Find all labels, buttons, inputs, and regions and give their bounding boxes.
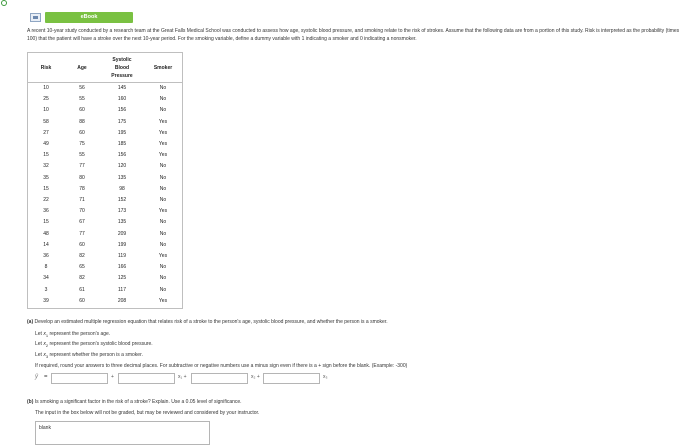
- cell-smoker: Yes: [158, 253, 168, 260]
- table-row: [28, 117, 182, 128]
- cell-systolic-bp: 175: [117, 118, 127, 125]
- let-x2-line: Let $x_2$ represent the person's systolic blood pressure.: [35, 341, 153, 348]
- cell-systolic-bp: 135: [117, 219, 127, 226]
- table-row: [28, 139, 182, 150]
- table-row: [28, 251, 182, 262]
- rounding-instructions: If required, round your answers to three decimal places. For subtractive or negative numbers use a minus sign even if there is a + sign before the blank. (Example: -300): [35, 363, 408, 369]
- table-row: [28, 273, 182, 284]
- table-row: [28, 217, 182, 228]
- part-b-note: The input in the box below will not be graded, but may be reviewed and considered by your instructor.: [35, 410, 260, 416]
- cell-risk: 36: [43, 253, 49, 260]
- table-row: [28, 262, 182, 273]
- cell-risk: 15: [43, 152, 49, 159]
- cell-risk: 10: [43, 107, 49, 114]
- x2-term-label: x₂ +: [251, 374, 260, 380]
- table-row: [28, 229, 182, 240]
- cell-smoker: No: [159, 163, 167, 170]
- cell-systolic-bp: 98: [119, 185, 125, 192]
- cell-systolic-bp: 117: [118, 286, 126, 293]
- cell-risk: 35: [43, 174, 49, 181]
- cell-systolic-bp: 185: [117, 141, 127, 148]
- part-b-question: Is smoking a significant factor in the risk of a stroke? Explain. Use a 0.05 level of significance.: [34, 399, 242, 405]
- cell-age: 88: [79, 118, 85, 125]
- y-hat-symbol: ŷ: [35, 374, 38, 380]
- cell-risk: 39: [43, 297, 49, 304]
- cell-risk: 15: [43, 185, 49, 192]
- cell-smoker: No: [159, 174, 167, 181]
- cell-smoker: Yes: [158, 118, 168, 125]
- cell-age: 65: [79, 264, 85, 271]
- cell-systolic-bp: 173: [117, 208, 127, 215]
- ebook-icon: [30, 13, 41, 22]
- cell-smoker: No: [159, 275, 167, 282]
- x3-term-label: x₃: [323, 374, 328, 380]
- cell-age: 55: [79, 96, 85, 103]
- cell-smoker: No: [159, 219, 167, 226]
- intercept-input[interactable]: [51, 373, 108, 384]
- top-bar: [0, 0, 700, 8]
- table-row: [28, 206, 182, 217]
- cell-age: 60: [79, 241, 85, 248]
- cell-smoker: No: [159, 264, 167, 271]
- status-indicator-icon: [1, 0, 7, 6]
- cell-age: 56: [79, 85, 85, 91]
- table-row: [28, 150, 182, 161]
- cell-risk: 25: [43, 96, 49, 103]
- table-row: [28, 285, 182, 296]
- plus-sign: +: [111, 374, 114, 380]
- cell-systolic-bp: 156: [117, 107, 127, 114]
- table-row: [28, 195, 182, 206]
- cell-systolic-bp: 120: [117, 163, 127, 170]
- cell-age: 71: [79, 197, 85, 204]
- cell-age: 67: [79, 219, 85, 226]
- cell-risk: 34: [43, 275, 49, 282]
- header-age: Age: [77, 64, 87, 71]
- cell-risk: 48: [43, 230, 49, 237]
- cell-age: 60: [79, 297, 85, 304]
- table-row: [28, 128, 182, 139]
- table-row: [28, 105, 182, 116]
- cell-smoker: No: [159, 197, 167, 204]
- cell-smoker: No: [159, 96, 167, 103]
- part-a-question: Develop an estimated multiple regression equation that relates risk of a stroke to the person's age, systolic blood pressure, and whether the person is a smoker.: [34, 319, 388, 325]
- equals-sign: =: [44, 374, 48, 380]
- table-row: [28, 161, 182, 172]
- x2-coefficient-input[interactable]: [191, 373, 248, 384]
- cell-smoker: No: [159, 286, 167, 293]
- cell-smoker: Yes: [158, 141, 168, 148]
- cell-systolic-bp: 145: [117, 85, 127, 91]
- cell-age: 60: [79, 107, 85, 114]
- x1-term-label: x₁ +: [178, 374, 187, 380]
- cell-risk: 14: [43, 241, 49, 248]
- cell-systolic-bp: 199: [117, 241, 127, 248]
- cell-risk: 36: [43, 208, 49, 215]
- header-risk: Risk: [40, 64, 52, 71]
- cell-age: 78: [79, 185, 85, 192]
- x1-coefficient-input[interactable]: [118, 373, 175, 384]
- part-a-label: (a): [27, 319, 34, 325]
- part-b-label: (b): [27, 399, 34, 405]
- cell-risk: 10: [43, 85, 49, 91]
- table-row: [28, 94, 182, 105]
- cell-systolic-bp: 209: [117, 230, 127, 237]
- cell-age: 80: [79, 174, 85, 181]
- cell-risk: 3: [44, 286, 48, 293]
- cell-smoker: Yes: [158, 152, 168, 159]
- cell-systolic-bp: 135: [117, 174, 127, 181]
- cell-risk: 22: [43, 197, 49, 204]
- smoking-significance-answer[interactable]: [35, 421, 210, 445]
- cell-risk: 58: [43, 118, 49, 125]
- header-systolic-blood-pressure: Systolic Blood Pressure: [111, 56, 133, 79]
- cell-smoker: No: [159, 107, 167, 114]
- cell-age: 77: [79, 163, 85, 170]
- table-row: [28, 240, 182, 251]
- table-row: [28, 83, 182, 95]
- cell-systolic-bp: 152: [117, 197, 127, 204]
- problem-intro: A recent 10-year study conducted by a research team at the Great Falls Medical School was conducted to assess how age, systolic blood pressure, and smoking relate to the risk of strokes. Assume that the following data are from a portion of this study. Risk is interpreted as the probability (times 100) that the patient will have a stroke over the next 10-year period. For the smoking variable, define a dummy variable with 1 indicating a smoker and 0 indicating a nonsmoker.: [27, 28, 680, 42]
- cell-smoker: No: [159, 241, 167, 248]
- cell-age: 82: [79, 275, 85, 282]
- cell-systolic-bp: 125: [117, 275, 127, 282]
- let-x1-line: Let $x_1$ represent the person's age.: [35, 331, 111, 338]
- table-row: [28, 296, 182, 307]
- cell-age: 60: [79, 129, 85, 136]
- data-table: [27, 52, 183, 309]
- cell-risk: 49: [43, 141, 49, 148]
- cell-age: 70: [79, 208, 85, 215]
- cell-age: 82: [79, 253, 85, 260]
- cell-risk: 32: [43, 163, 49, 170]
- regression-equation: [35, 373, 355, 385]
- cell-systolic-bp: 160: [117, 96, 127, 103]
- let-x3-line: Let $x_3$ represent whether the person is a smoker.: [35, 352, 143, 359]
- cell-smoker: Yes: [158, 297, 168, 304]
- cell-systolic-bp: 119: [118, 253, 126, 260]
- cell-smoker: No: [159, 85, 167, 91]
- cell-risk: 8: [44, 264, 48, 271]
- cell-systolic-bp: 208: [117, 297, 127, 304]
- cell-smoker: No: [159, 230, 167, 237]
- cell-age: 77: [79, 230, 85, 237]
- cell-systolic-bp: 166: [117, 264, 127, 271]
- ebook-button[interactable]: eBook: [45, 12, 133, 23]
- cell-smoker: No: [159, 185, 167, 192]
- cell-smoker: Yes: [158, 129, 168, 136]
- x3-coefficient-input[interactable]: [263, 373, 320, 384]
- cell-risk: 15: [43, 219, 49, 226]
- ebook-row: [30, 11, 133, 23]
- header-smoker: Smoker: [153, 64, 173, 71]
- cell-age: 61: [79, 286, 85, 293]
- cell-systolic-bp: 156: [117, 152, 127, 159]
- cell-risk: 27: [43, 129, 49, 136]
- table-row: [28, 173, 182, 184]
- cell-age: 55: [79, 152, 85, 159]
- cell-systolic-bp: 195: [117, 129, 127, 136]
- cell-age: 75: [79, 141, 85, 148]
- table-row: [28, 184, 182, 195]
- cell-smoker: Yes: [158, 208, 168, 215]
